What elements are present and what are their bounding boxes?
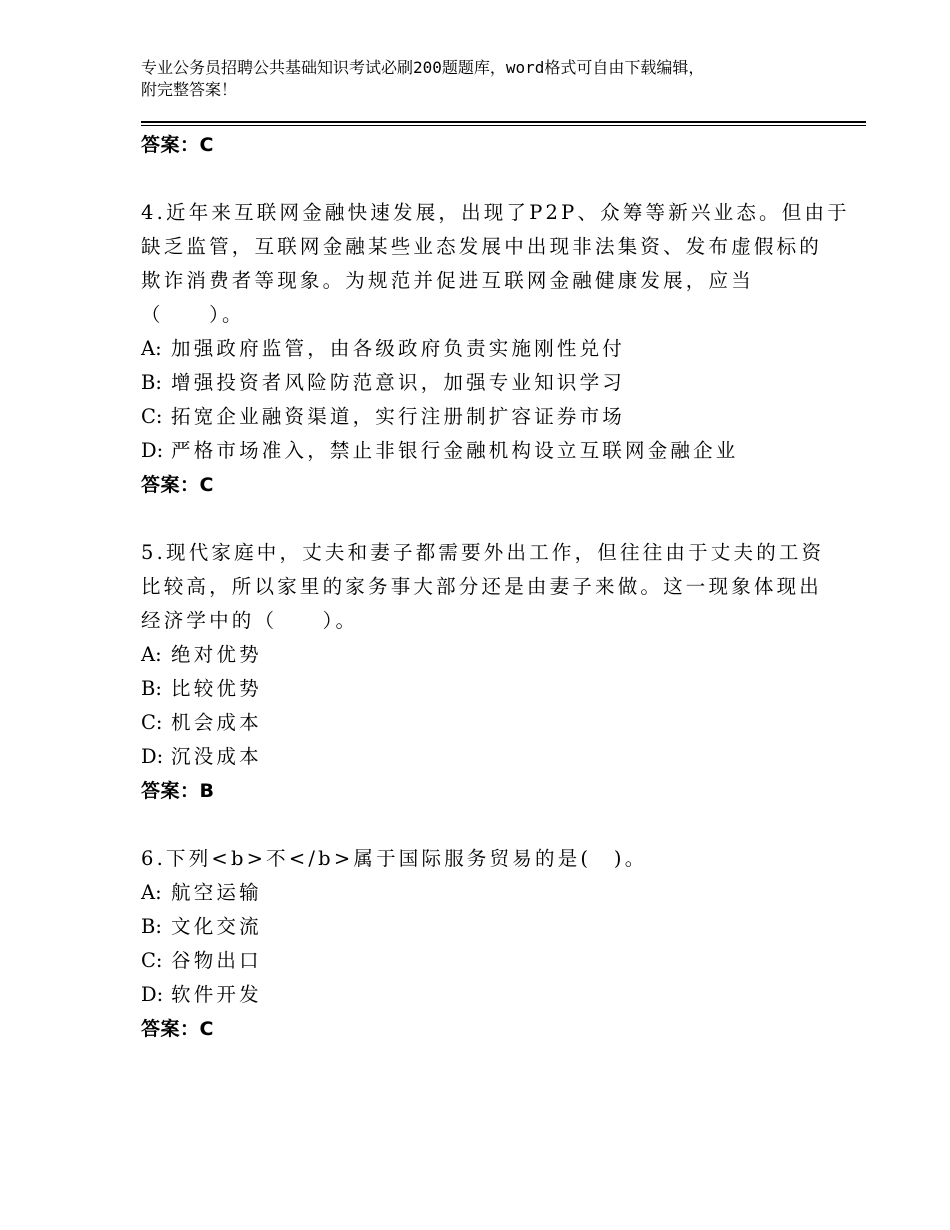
option-key: C:: [141, 949, 163, 972]
option-b: [141, 672, 821, 706]
question-block: [141, 842, 821, 1046]
option-c: [141, 944, 821, 978]
header-rule-thin: [141, 125, 866, 126]
page-header: [141, 57, 841, 101]
option-a: [141, 332, 821, 366]
question-block: [141, 536, 825, 808]
answer-label: 答案：: [141, 780, 200, 802]
question-text-line: 比较高，所以家里的家务事大部分还是由妻子来做。这一现象体现出: [141, 575, 823, 598]
option-text: 绝对优势: [171, 643, 262, 666]
answer-label: 答案：: [141, 474, 200, 496]
option-key: B:: [141, 677, 162, 700]
question-text-line: （ ）。: [141, 303, 245, 326]
option-text: 比较优势: [171, 677, 262, 700]
answer-line: [141, 128, 821, 162]
header-rule-thick: [141, 121, 866, 123]
question-text-line: 4.近年来互联网金融快速发展，出现了P2P、众筹等新兴业态。但由于: [141, 201, 850, 224]
option-key: A:: [141, 643, 162, 666]
answer-value: C: [199, 1018, 214, 1040]
question-text-line: 欺诈消费者等现象。为规范并促进互联网金融健康发展，应当: [141, 269, 754, 292]
option-key: B:: [141, 371, 162, 394]
question-text-line: 5.现代家庭中，丈夫和妻子都需要外出工作，但往往由于丈夫的工资: [141, 541, 825, 564]
option-a: [141, 638, 821, 672]
option-key: C:: [141, 711, 163, 734]
option-b: [141, 910, 821, 944]
option-key: D:: [141, 745, 164, 768]
answer-line: [141, 774, 821, 808]
option-key: D:: [141, 439, 164, 462]
question-text-line: 缺乏监管，互联网金融某些业态发展中出现非法集资、发布虚假标的: [141, 235, 823, 258]
spacer: [141, 808, 821, 842]
option-text: 加强政府监管，由各级政府负责实施刚性兑付: [171, 337, 626, 360]
option-c: [141, 400, 821, 434]
option-b: [141, 366, 821, 400]
answer-label: 答案：: [141, 134, 200, 156]
option-key: A:: [141, 881, 162, 904]
header-line-2: 附完整答案！: [141, 80, 238, 99]
answer-label: 答案：: [141, 1018, 200, 1040]
question-content: [141, 128, 850, 1046]
option-text: 严格市场准入，禁止非银行金融机构设立互联网金融企业: [171, 439, 739, 462]
option-text: 机会成本: [171, 711, 262, 734]
spacer: [141, 162, 821, 196]
option-d: [141, 978, 821, 1012]
option-text: 沉没成本: [171, 745, 262, 768]
answer-value: C: [199, 134, 214, 156]
header-line-1: 专业公务员招聘公共基础知识考试必刷200题题库，word格式可自由下载编辑，: [141, 58, 705, 77]
option-text: 拓宽企业融资渠道，实行注册制扩容证券市场: [171, 405, 626, 428]
question-text-line: 6.下列<b>不</b>属于国际服务贸易的是( )。: [141, 847, 648, 870]
option-text: 谷物出口: [171, 949, 262, 972]
option-d: [141, 740, 821, 774]
option-d: [141, 434, 821, 468]
option-c: [141, 706, 821, 740]
answer-value: C: [199, 474, 214, 496]
option-text: 增强投资者风险防范意识，加强专业知识学习: [171, 371, 626, 394]
question-block: [141, 196, 850, 502]
option-key: A:: [141, 337, 162, 360]
option-text: 航空运输: [171, 881, 262, 904]
option-key: D:: [141, 983, 164, 1006]
answer-value: B: [199, 780, 215, 802]
answer-line: [141, 1012, 821, 1046]
option-text: 文化交流: [171, 915, 262, 938]
option-a: [141, 876, 821, 910]
spacer: [141, 502, 821, 536]
question-text-line: 经济学中的（ ）。: [141, 609, 359, 632]
option-key: B:: [141, 915, 162, 938]
option-key: C:: [141, 405, 163, 428]
answer-line: [141, 468, 821, 502]
option-text: 软件开发: [171, 983, 262, 1006]
